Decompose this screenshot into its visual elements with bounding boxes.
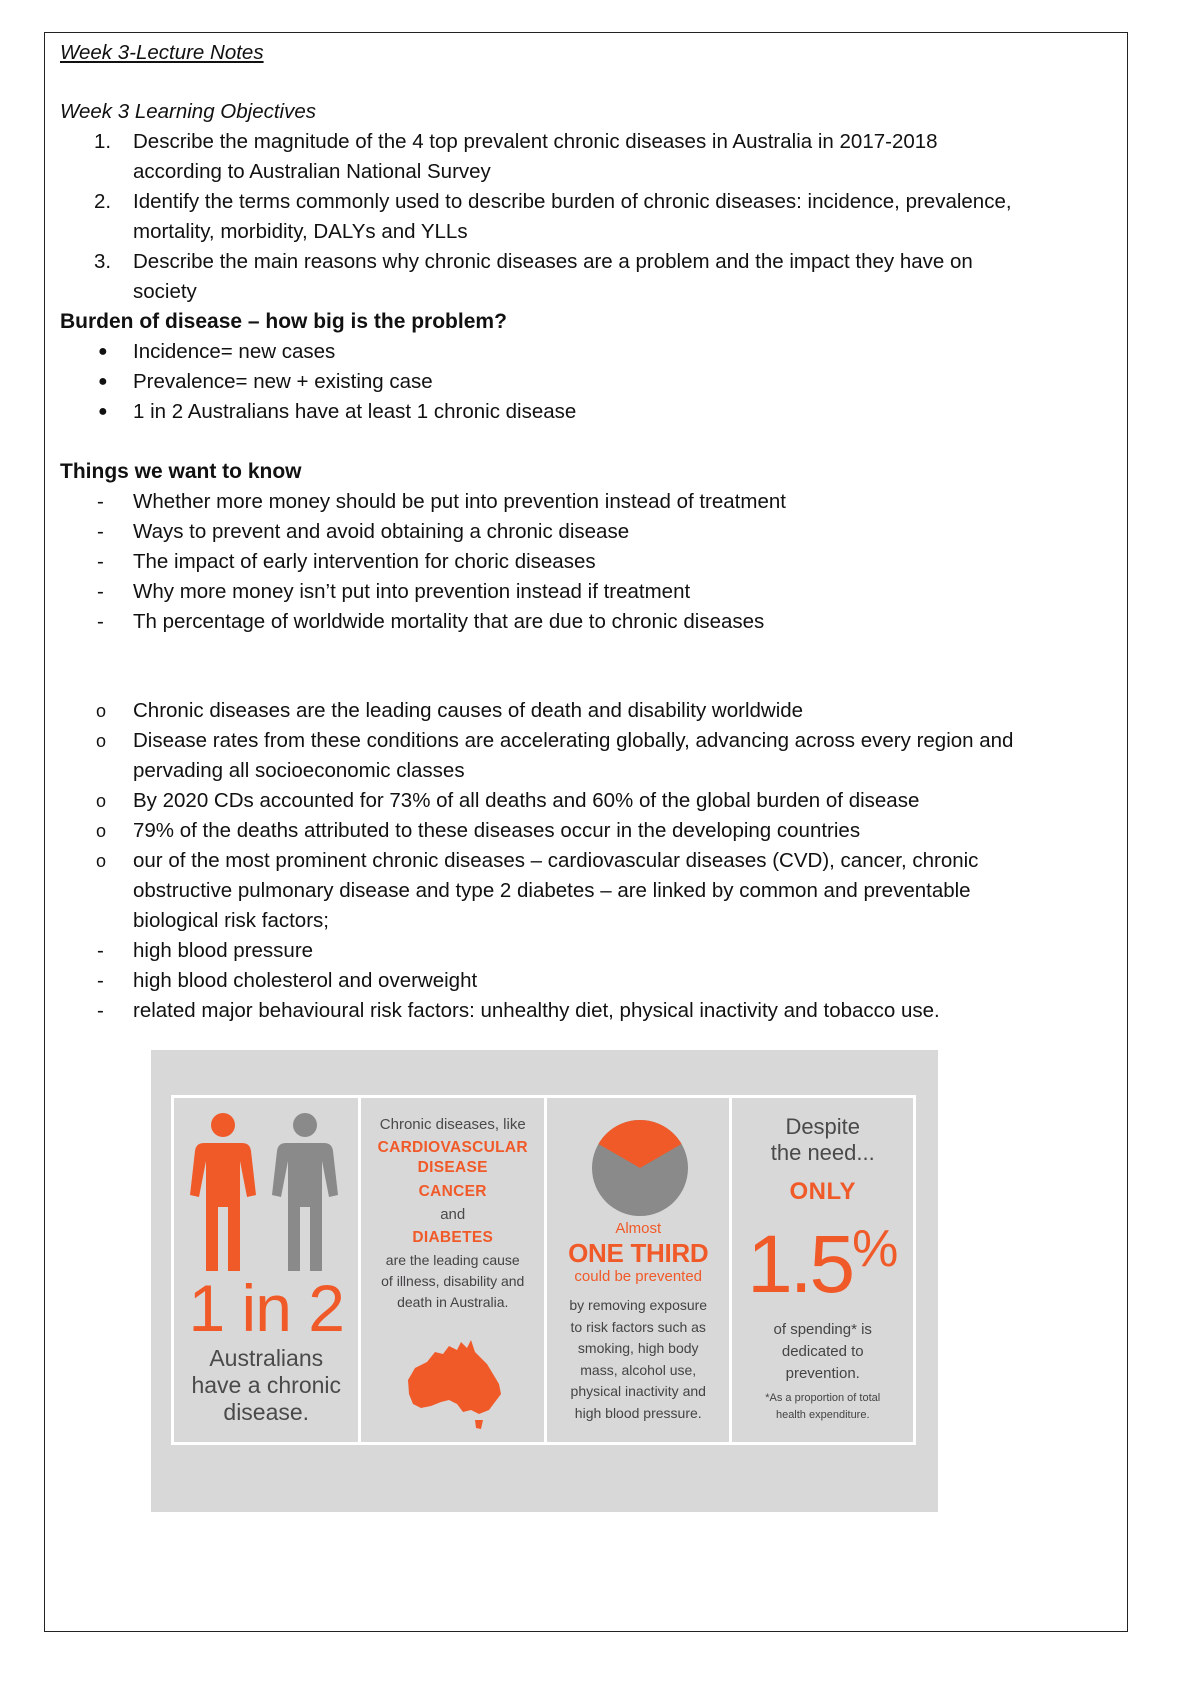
- footnote: [740, 1390, 905, 1424]
- infographic-frame: [171, 1095, 916, 1445]
- list-item-text: Chronic diseases are the leading causes of death and disability worldwide: [133, 699, 804, 722]
- objective-line: according to Australian National Survey: [133, 160, 491, 183]
- list-item: [60, 726, 1110, 786]
- list-item-text: biological risk factors;: [133, 909, 329, 932]
- bullet-icon: ●: [98, 343, 108, 360]
- australia-map-icon: [405, 1338, 505, 1430]
- chronic-disease-infographic: [151, 1050, 938, 1512]
- spending-percent-stat: [732, 1204, 913, 1310]
- one-in-two-stat: 1 in 2: [188, 1271, 344, 1345]
- list-item: [60, 696, 1110, 726]
- and-word: and: [440, 1206, 466, 1223]
- body-line: of spending* is: [773, 1321, 872, 1338]
- risk-list: [60, 936, 1110, 1026]
- body-line: by removing exposure: [569, 1297, 708, 1313]
- intro-line: Chronic diseases, like: [379, 1116, 526, 1133]
- dash-icon: -: [97, 939, 104, 962]
- footnote-line: health expenditure.: [775, 1409, 870, 1421]
- things-list: [60, 487, 1110, 637]
- bullet-icon: ●: [98, 373, 108, 390]
- dash-icon: -: [97, 610, 104, 633]
- bullet-icon: ●: [98, 403, 108, 420]
- list-item-text: pervading all socioeconomic classes: [133, 759, 465, 782]
- list-item-text: Disease rates from these conditions are accelerating globally, advancing across every region and: [133, 729, 1014, 752]
- list-item: [60, 517, 1110, 547]
- percent-value: 1.5: [747, 1219, 853, 1310]
- list-item-text: Prevalence= new + existing case: [133, 370, 433, 393]
- list-item: [60, 846, 1110, 936]
- panel-one-in-two: [174, 1098, 358, 1442]
- spending-text: [740, 1319, 905, 1385]
- list-item: [60, 547, 1110, 577]
- dash-icon: -: [97, 520, 104, 543]
- body-line: physical inactivity and: [570, 1383, 706, 1399]
- list-item-text: The impact of early intervention for choric diseases: [133, 550, 596, 573]
- burden-heading: Burden of disease – how big is the problem?: [60, 310, 507, 333]
- objective-item: [60, 127, 1110, 187]
- dash-icon: -: [97, 999, 104, 1022]
- objective-line: Identify the terms commonly used to describe burden of chronic diseases: incidence, prevalence,: [133, 190, 1012, 213]
- panel-one-third: [544, 1098, 730, 1442]
- list-item: [60, 367, 1110, 397]
- disease-name: CARDIOVASCULAR: [377, 1139, 528, 1156]
- list-item: [60, 337, 1110, 367]
- risk-factor-text: [555, 1295, 722, 1424]
- list-item-text: Ways to prevent and avoid obtaining a chronic disease: [133, 520, 630, 543]
- objective-item: [60, 187, 1110, 247]
- objective-item: [60, 247, 1110, 307]
- disease-name: DISEASE: [417, 1159, 488, 1176]
- circle-bullet-icon: o: [96, 701, 107, 721]
- could-be-prevented-label: could be prevented: [574, 1268, 703, 1285]
- list-item-text: obstructive pulmonary disease and type 2 diabetes – are linked by common and preventable: [133, 879, 971, 902]
- list-item: [60, 996, 1110, 1026]
- objectives-heading: Week 3 Learning Objectives: [60, 100, 317, 123]
- list-item: [60, 936, 1110, 966]
- document-title: Week 3-Lecture Notes: [60, 41, 264, 64]
- circle-bullet-icon: o: [96, 731, 107, 751]
- body-line: of illness, disability and: [381, 1273, 525, 1289]
- list-item-text: Whether more money should be put into prevention instead of treatment: [133, 490, 786, 513]
- only-label: ONLY: [789, 1178, 856, 1205]
- body-line: high blood pressure.: [574, 1404, 702, 1421]
- list-item-text: Th percentage of worldwide mortality that are due to chronic diseases: [133, 610, 765, 633]
- list-item: [60, 607, 1110, 637]
- intro-line: the need...: [770, 1140, 875, 1165]
- circle-bullet-icon: o: [96, 791, 107, 811]
- caption-line: have a chronic: [191, 1372, 342, 1398]
- despite-text: [732, 1114, 913, 1166]
- caption-line: Australians: [209, 1345, 324, 1371]
- facts-list: [60, 696, 1110, 936]
- panel-diseases: [358, 1098, 544, 1442]
- body-line: to risk factors such as: [570, 1318, 706, 1335]
- list-item-text: By 2020 CDs accounted for 73% of all deaths and 60% of the global burden of disease: [133, 789, 920, 812]
- body-line: dedicated to: [781, 1343, 864, 1360]
- list-item: [60, 816, 1110, 846]
- australians-caption: [174, 1345, 358, 1426]
- list-number: 1.: [94, 130, 112, 153]
- intro-line: Despite: [785, 1114, 861, 1139]
- objective-line: Describe the main reasons why chronic diseases are a problem and the impact they have on: [133, 250, 973, 273]
- list-item: [60, 397, 1110, 427]
- dash-icon: -: [97, 969, 104, 992]
- diseases-text: [367, 1114, 538, 1313]
- list-item-text: 1 in 2 Australians have at least 1 chronic disease: [133, 400, 577, 423]
- caption-line: disease.: [223, 1399, 310, 1425]
- person-orange-icon: [190, 1111, 256, 1271]
- person-grey-icon: [272, 1111, 338, 1271]
- list-item: [60, 786, 1110, 816]
- body-line: smoking, high body: [577, 1340, 699, 1356]
- dash-icon: -: [97, 550, 104, 573]
- disease-name: DIABETES: [412, 1229, 494, 1246]
- document-body: [60, 38, 1110, 1026]
- spacer: [60, 427, 1110, 457]
- body-line: death in Australia.: [397, 1294, 509, 1310]
- objective-line: mortality, morbidity, DALYs and YLLs: [133, 220, 468, 243]
- burden-list: [60, 337, 1110, 427]
- panel-spending: [729, 1098, 913, 1442]
- list-item: [60, 577, 1110, 607]
- list-number: 3.: [94, 250, 112, 273]
- percent-sign: %: [852, 1220, 899, 1278]
- dash-icon: -: [97, 490, 104, 513]
- list-item-text: Incidence= new cases: [133, 340, 336, 363]
- list-item: [60, 487, 1110, 517]
- almost-label: Almost: [615, 1220, 662, 1237]
- objectives-list: [60, 127, 1110, 307]
- circle-bullet-icon: o: [96, 851, 107, 871]
- spacer: [60, 637, 1110, 696]
- dash-icon: -: [97, 580, 104, 603]
- list-item-text: our of the most prominent chronic diseases – cardiovascular diseases (CVD), cancer, chronic: [133, 849, 979, 872]
- body-line: prevention.: [785, 1365, 860, 1382]
- one-third-headline: ONE THIRD: [568, 1238, 709, 1268]
- list-item-text: high blood pressure: [133, 939, 314, 962]
- things-heading: Things we want to know: [60, 460, 302, 483]
- disease-name: CANCER: [418, 1183, 487, 1200]
- footnote-line: *As a proportion of total: [765, 1392, 881, 1404]
- list-item: [60, 966, 1110, 996]
- list-item-text: 79% of the deaths attributed to these diseases occur in the developing countries: [133, 819, 861, 842]
- list-number: 2.: [94, 190, 112, 213]
- list-item-text: high blood cholesterol and overweight: [133, 969, 478, 992]
- circle-bullet-icon: o: [96, 821, 107, 841]
- one-third-pie-chart: [590, 1118, 690, 1218]
- list-item-text: Why more money isn’t put into prevention instead if treatment: [133, 580, 691, 603]
- body-line: mass, alcohol use,: [580, 1361, 697, 1378]
- objective-line: Describe the magnitude of the 4 top prevalent chronic diseases in Australia in 2017-2018: [133, 130, 938, 153]
- objective-line: society: [133, 280, 197, 303]
- list-item-text: related major behavioural risk factors: unhealthy diet, physical inactivity and tobacco use.: [133, 999, 940, 1022]
- body-line: are the leading cause: [385, 1252, 520, 1268]
